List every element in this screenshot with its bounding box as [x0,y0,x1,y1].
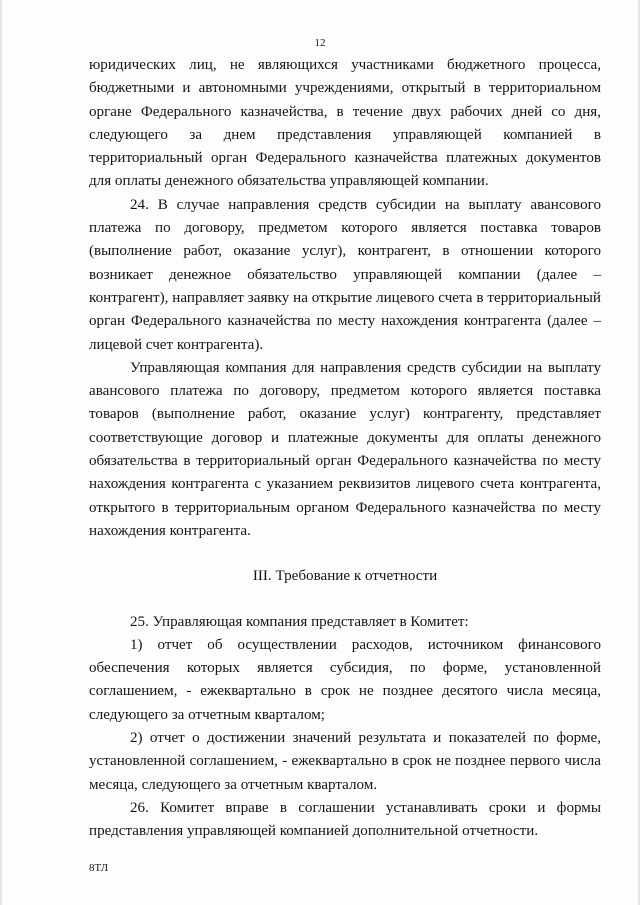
footer-code: 8ТЛ [89,862,109,874]
paragraph-25-item-2: 2) отчет о достижении значений результата и показателей по форме, установленной соглашением, - ежеквартально в срок не позднее первого числа месяца, следующего за отчетным кварталом. [89,730,601,793]
paragraph-24: 24. В случае направления средств субсидии на выплату авансового платежа по договору, предметом которого является поставка товаров (выполнение работ, оказание услуг), контрагент, в отношении которого возникает денежное обязательство управляющей компании (далее – контрагент), направляет заявку на открытие лицевого счета в территориальный орган Федерального казначейства по месту нахождения контрагента (далее – лицевой счет контрагента). [89,196,601,353]
page-left-edge [0,0,3,905]
document-body [89,54,601,844]
paragraph-advance-payment: Управляющая компания для направления средств субсидии на выплату авансового платежа по договору, предметом которого является поставка товаров (выполнение работ, оказание услуг) контрагенту, представляет соответствующие договор и платежные документы для оплаты денежного обязательства в территориальный орган Федерального казначейства по месту нахождения контрагента с указанием реквизитов лицевого счета контрагента, открытого в территориальным органом Федерального казначейства по месту нахождения контрагента. [89,359,601,539]
paragraph-25: 25. Управляющая компания представляет в Комитет: [130,613,469,630]
page-number: 12 [314,37,326,49]
paragraph-25-item-1: 1) отчет об осуществлении расходов, источником финансового обеспечения которых является субсидия, по форме, установленной соглашением, - ежеквартально в срок не позднее десятого числа месяца, следующего за отчетным кварталом; [89,636,601,723]
paragraph-continuation: юридических лиц, не являющихся участниками бюджетного процесса, бюджетными и автономными учреждениями, открытый в территориальном органе Федерального казначейства, в течение двух рабочих дней со дня, следующего за днем представления управляющей компанией в территориальный орган Федерального казначейства платежных документов для оплаты денежного обязательства управляющей компании. [89,57,601,190]
paragraph-26: 26. Комитет вправе в соглашении устанавливать сроки и формы представления управляющей компанией дополнительной отчетности. [89,799,601,840]
section-heading: III. Требование к отчетности [252,568,438,585]
